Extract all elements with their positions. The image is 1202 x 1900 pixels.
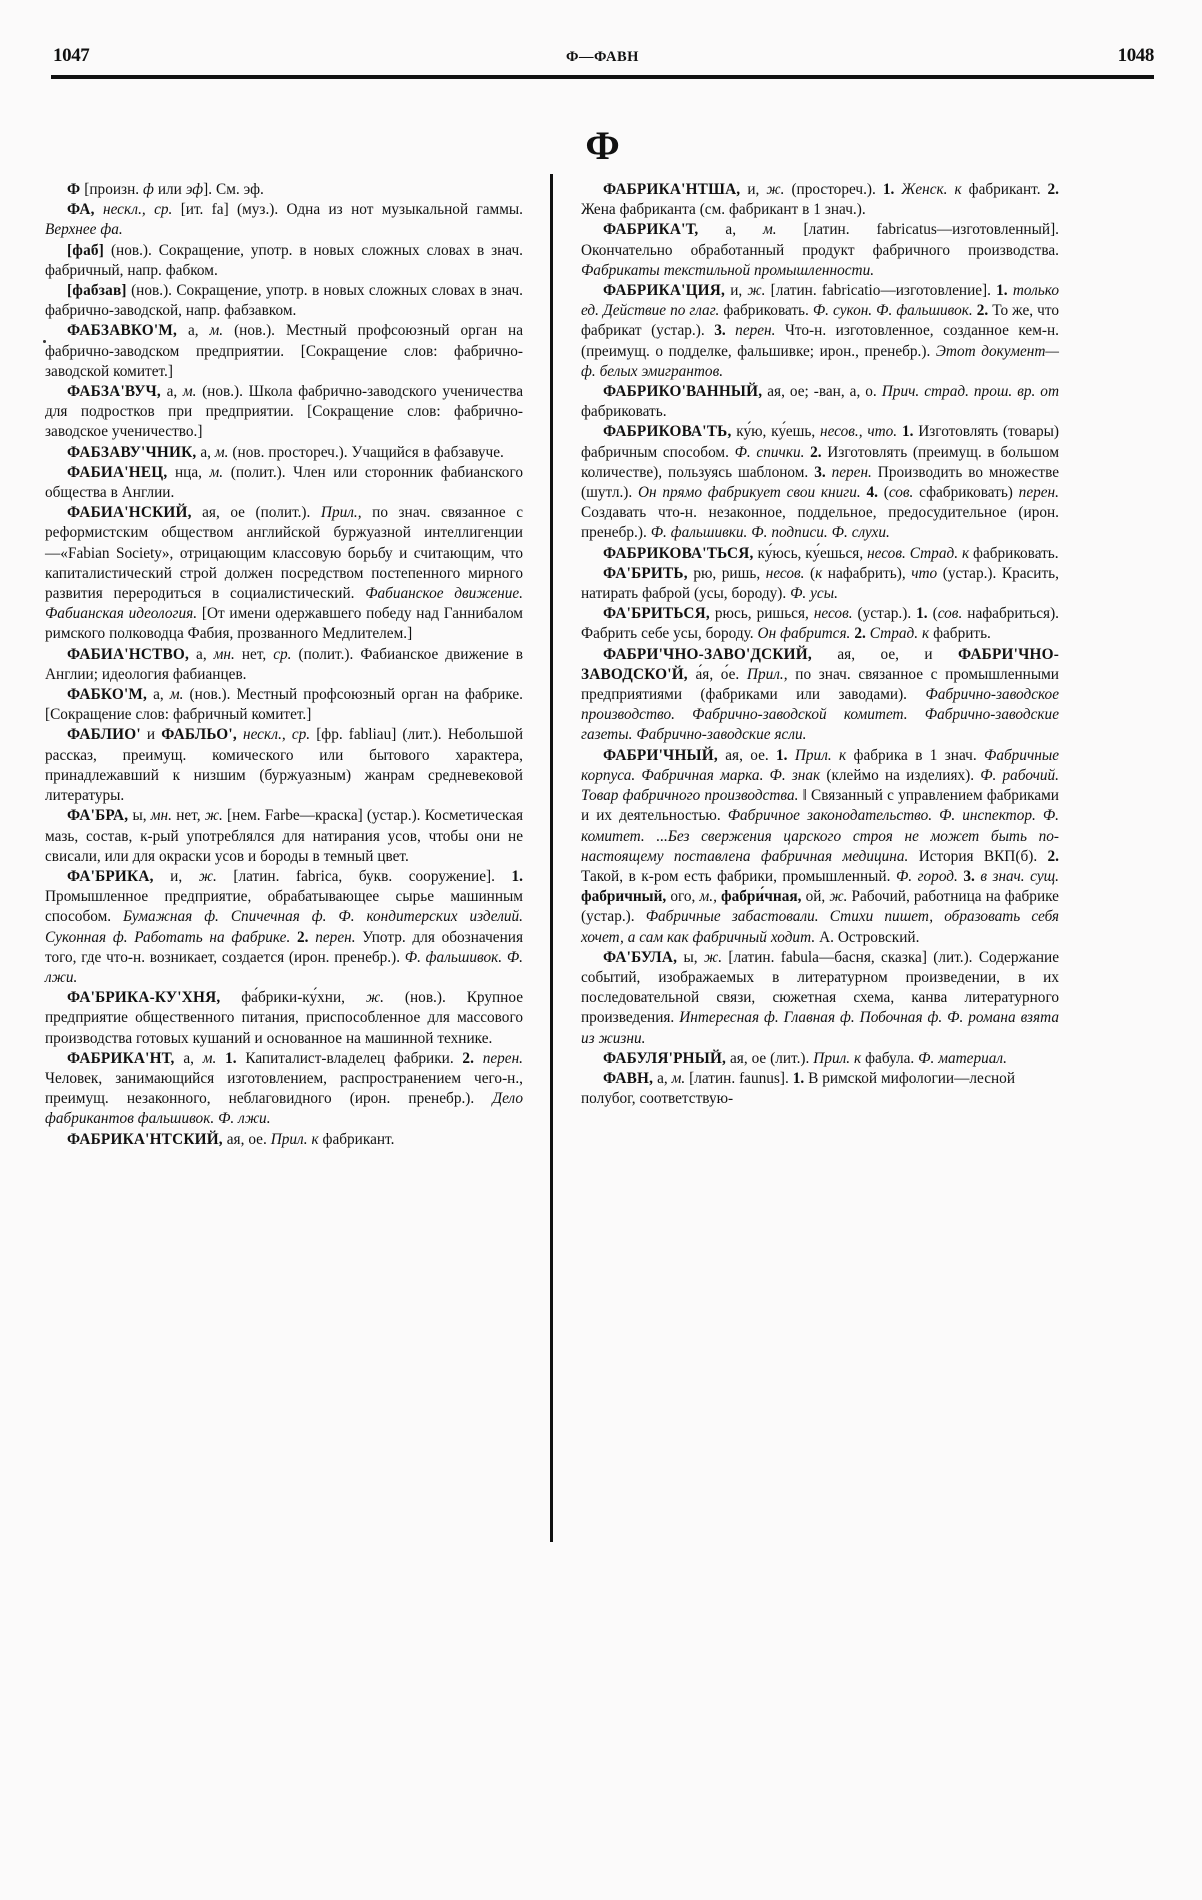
- dictionary-entry: ФА, нескл., ср. [ит. fa] (муз.). Одна из нот музыкальной гаммы. Верхнее фа.: [45, 201, 523, 239]
- two-column-body: [45, 180, 1160, 1150]
- dictionary-entry: ФАБРИКА'НТША, и, ж. (простореч.). 1. Женск. к фабрикант. 2. Жена фабриканта (см. фабрикант в 1 знач.).: [581, 181, 1060, 219]
- dictionary-entry: ФАБИА'НЕЦ, нца, м. (полит.). Член или сторонник фабианского общества в Англии.: [45, 463, 523, 502]
- dictionary-entry: ФАБРИКА'НТ, а, м. 1. Капиталист-владелец фабрики. 2. перен. Человек, занимающийся изготовлением, распространением чего-н., преимущ. незаконного, неблаговидного (ирон. пренебр.). Дело фабрикантов фальшивок. Ф. лжи.: [45, 1049, 523, 1128]
- dictionary-entry: ФАБРИКО'ВАННЫЙ, ая, ое; -ван, а, о. Прич. страд. прош. вр. от фабриковать.: [581, 383, 1060, 421]
- folio-left: 1047: [53, 45, 90, 66]
- dictionary-entry: ФАБЗАВУ'ЧНИК, а, м. (нов. простореч.). Учащийся в фабзавуче.: [67, 443, 504, 461]
- dictionary-entry: ФА'БРИТЬ, рю, ришь, несов. (к нафабрить), что (устар.). Красить, натирать фаброй (усы, бороду). Ф. усы.: [581, 564, 1059, 603]
- header-rule: [51, 75, 1154, 79]
- dictionary-entry: ФАБИА'НСКИЙ, ая, ое (полит.). Прил., по знач. связанное с реформистским обществом английской буржуазной интеллигенции—«Fabian Society», отрицающим классовую борьбу и считающим, что капиталистический строй должен посредством постепенного мирного развития переродиться в социалистический. Фабианское движение. Фабианская идеология. [От имени одержавшего победу над Ганнибалом римского полководца Фабия, прозванного Медлителем.]: [45, 504, 524, 643]
- left-column: [45, 180, 551, 1150]
- page-content-area: [45, 45, 1160, 1855]
- dictionary-entry: ФАБЗАВКО'М, а, м. (нов.). Местный профсоюзный орган на фабрично-заводском предприятии. [Сокращение слов: фабрично-заводской комитет.]: [45, 322, 523, 380]
- dictionary-entry: ФАБРИКА'НТСКИЙ, ая, ое. Прил. к фабрикант.: [67, 1130, 395, 1148]
- dictionary-entry: ФАБИА'НСТВО, а, мн. нет, ср. (полит.). Фабианское движение в Англии; идеология фабианцев.: [45, 645, 524, 683]
- scan-artifact-dot: [43, 340, 46, 343]
- dictionary-entry: ФА'БУЛА, ы, ж. [латин. fabula—басня, сказка] (лит.). Содержание событий, изображаемых в литературном произведении, в их последовательной связи, сюжетная схема, канва литературного произведения. Интересная ф. Главная ф. Побочная ф. Ф. романа взята из жизни.: [581, 948, 1060, 1047]
- dictionary-entry: ФАБРИКОВА'ТЬСЯ, ку́юсь, ку́ешься, несов. Страд. к фабриковать.: [603, 544, 1059, 562]
- dictionary-entry: ФАВН, а, м. [латин. faunus]. 1. В римской мифологии—лесной полубог, соответствую-: [581, 1069, 1016, 1108]
- dictionary-entry: ФАБРИ'ЧНЫЙ, ая, ое. 1. Прил. к фабрика в 1 знач. Фабричные корпуса. Фабричная марка. Ф. знак (клеймо на изделиях). Ф. рабочий. Товар фабричного производства. ‖ Связанный с управлением фабриками и их деятельностью. Фабричное законодательство. Ф. инспектор. Ф. комитет. ...Без свержения царского строя не может быть по-настоящему поставлена фабричная медицина. История ВКП(б). 2. Такой, в к-ром есть фабрики, промышленный. Ф. город. 3. в знач. сущ. фабричный, ого, м., фабри́чная, ой, ж. Рабочий, работница на фабрике (устар.). Фабричные забастовали. Стихи пишет, образовать себя хочет, а сам как фабричный ходит. А. Островский.: [581, 746, 1059, 946]
- right-column: [551, 180, 1059, 1150]
- letter-section-heading: Ф: [585, 123, 620, 168]
- dictionary-entry: ФАБЗА'ВУЧ, а, м. (нов.). Школа фабрично-заводского ученичества для подростков при предприятии. [Сокращение слов: фабрично-заводское ученичество.]: [45, 383, 523, 441]
- dictionary-entry: ФА'БРИКА, и, ж. [латин. fabrica, букв. сооружение]. 1. Промышленное предприятие, обрабатывающее сырье машинным способом. Бумажная ф. Спичечная ф. Ф. кондитерских изделий. Суконная ф. Работать на фабрике. 2. перен. Употр. для обозначения того, где что-н. возникает, создается (ирон. пренебр.). Ф. фальшивок. Ф. лжи.: [45, 867, 524, 986]
- running-title: Ф—ФАВН: [566, 49, 639, 65]
- dictionary-entry: ФА'БРА, ы, мн. нет, ж. [нем. Farbe—краска] (устар.). Косметическая мазь, состав, к-рый употреблялся для натирания усов, чтобы они не свисали, или для окраски усов и бороды в темный цвет.: [45, 807, 524, 865]
- folio-right: 1048: [1117, 45, 1154, 66]
- column-divider: [550, 174, 553, 1542]
- dictionary-entry: ФАБКО'М, а, м. (нов.). Местный профсоюзный орган на фабрике. [Сокращение слов: фабричный комитет.]: [45, 686, 524, 724]
- dictionary-entry: ФАБРИКОВА'ТЬ, ку́ю, ку́ешь, несов., что. 1. Изготовлять (товары) фабричным способом. Ф. спички. 2. Изготовлять (преимущ. в большом количестве), пользуясь шаблоном. 3. перен. Производить во множестве (шутл.). Он прямо фабрикует свои книги. 4. (сов. сфабриковать) перен. Создавать что-н. незаконное, поддельное, предосудительное (ирон. пренебр.). Ф. фальшивки. Ф. подписи. Ф. слухи.: [581, 423, 1059, 542]
- dictionary-entry: [фаб] (нов.). Сокращение, употр. в новых сложных словах в знач. фабричный, напр. фабком.: [45, 241, 523, 279]
- dictionary-entry: ФАБРИКА'Т, а, м. [латин. fabricatus—изготовленный]. Окончательно обработанный продукт фабричного производства. Фабрикаты текстильной промышленности.: [581, 221, 1060, 279]
- dictionary-entry: ФАБРИ'ЧНО-ЗАВО'ДСКИЙ, ая, ое, и ФАБРИ'ЧНО-ЗАВОДСКО'Й, а́я, о́е. Прил., по знач. связанное с промышленными предприятиями (фабриками или заводами). Фабрично-заводское производство. Фабрично-заводской комитет. Фабрично-заводские газеты. Фабрично-заводские ясли.: [581, 645, 1059, 744]
- dictionary-entry: ФАБРИКА'ЦИЯ, и, ж. [латин. fabricatio—изготовление]. 1. только ед. Действие по глаг. фабриковать. Ф. сукон. Ф. фальшивок. 2. То же, что фабрикат (устар.). 3. перен. Что-н. изготовленное, созданное кем-н. (преимущ. о подделке, фальшивке; ирон., пренебр.). Этот документ—ф. белых эмигрантов.: [581, 282, 1059, 380]
- dictionary-entry: ФА'БРИКА-КУ'ХНЯ, фа́брики-ку́хни, ж. (нов.). Крупное предприятие общественного питания, приспособленное для массового производства готовых кушаний и основанное на машинной технике.: [45, 989, 523, 1047]
- running-head: [45, 45, 1160, 79]
- dictionary-entry: ФАБЛИО' и ФАБЛЬО', нескл., ср. [фр. fabliau] (лит.). Небольшой рассказ, преимущ. комического или бытового характера, принадлежавший к низшим (буржуазным) жанрам средневековой литературы.: [45, 726, 523, 805]
- dictionary-entry: [фабзав] (нов.). Сокращение, употр. в новых сложных словах в знач. фабрично-заводской, напр. фабзавком.: [45, 282, 523, 320]
- dictionary-entry: ФА'БРИТЬСЯ, рюсь, ришься, несов. (устар.). 1. (сов. нафабриться). Фабрить себе усы, бороду. Он фабрится. 2. Страд. к фабрить.: [581, 605, 1059, 643]
- dictionary-entry: ФАБУЛЯ'РНЫЙ, ая, ое (лит.). Прил. к фабула. Ф. материал.: [603, 1049, 1007, 1067]
- dictionary-entry: Ф [произн. ф или эф]. См. эф.: [67, 181, 264, 198]
